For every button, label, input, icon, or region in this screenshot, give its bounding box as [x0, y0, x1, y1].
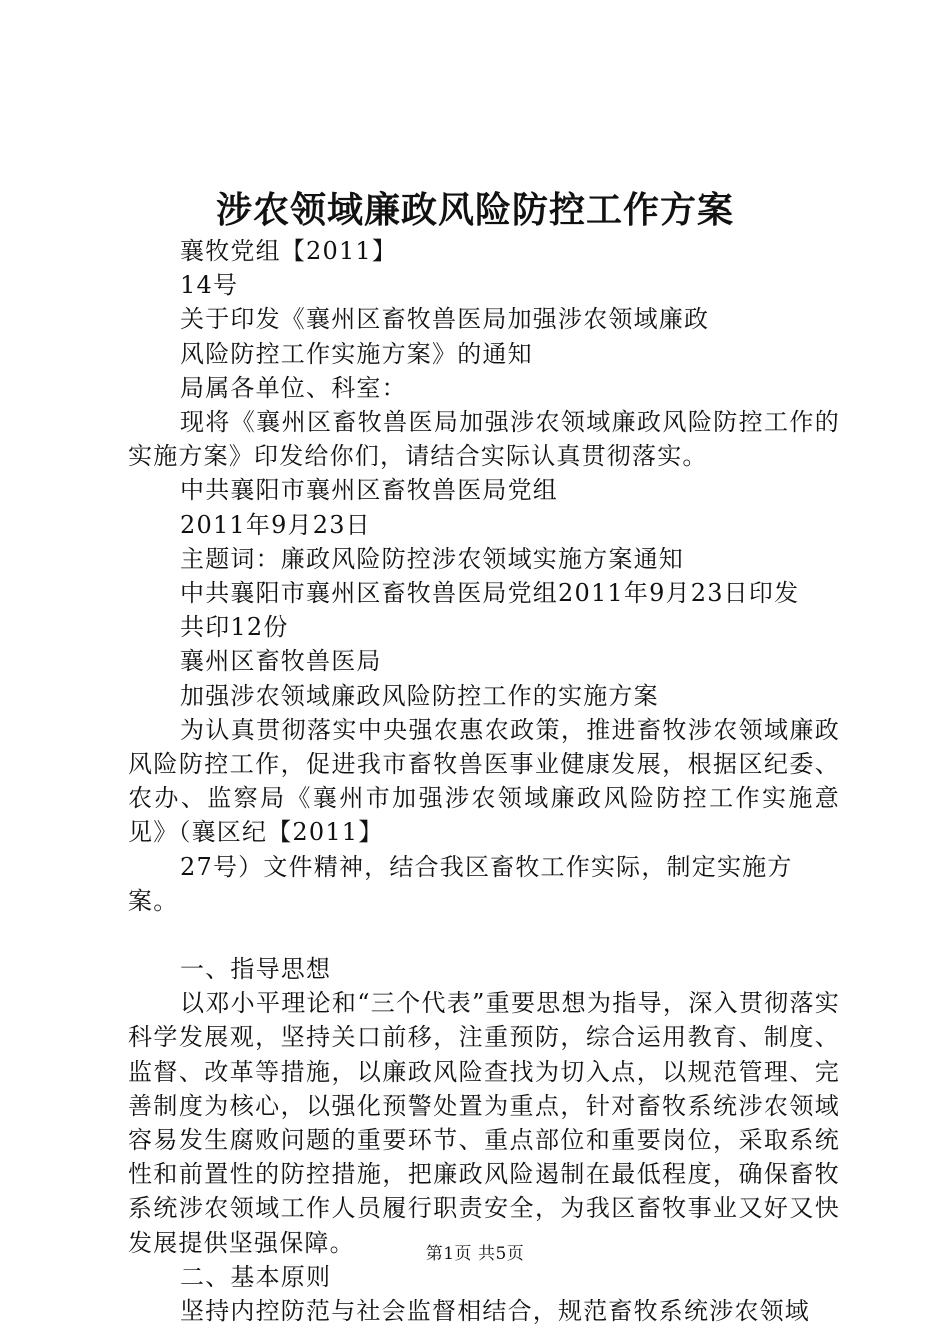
print-info-line: 中共襄阳市襄州区畜牧兽医局党组2011年9月23日印发 — [180, 579, 800, 608]
notice-title-line-1: 关于印发《襄州区畜牧兽医局加强涉农领域廉政 — [180, 305, 710, 334]
issuer-line: 中共襄阳市襄州区畜牧兽医局党组 — [180, 476, 558, 505]
notice-body-paragraph: 现将《襄州区畜牧兽医局加强涉农领域廉政风险防控工作的实施方案》印发给你们，请结合实际认真贯彻落实。 — [128, 408, 840, 471]
intro-paragraph-continued: 27号）文件精神，结合我区畜牧工作实际，制定实施方案。 — [128, 852, 793, 915]
document-body — [128, 234, 840, 1328]
copies-line: 共印12份 — [180, 613, 289, 642]
notice-title-line-2: 风险防控工作实施方案》的通知 — [180, 339, 533, 368]
section-2-paragraph: 坚持内控防范与社会监督相结合，规范畜牧系统涉农领域 — [180, 1297, 810, 1326]
doc-number-line-1: 襄牧党组【2011】 — [180, 237, 398, 265]
plan-title-line: 加强涉农领域廉政风险防控工作的实施方案 — [180, 681, 659, 710]
intro-paragraph: 为认真贯彻落实中央强农惠农政策，推进畜牧涉农领域廉政风险防控工作，促进我市畜牧兽医事业健康发展，根据区纪委、农办、监察局《襄州市加强涉农领域廉政风险防控工作实施意见》（襄区纪【2011】 — [128, 715, 840, 847]
section-2-heading: 二、基本原则 — [180, 1262, 332, 1291]
keywords-line: 主题词：廉政风险防控涉农领域实施方案通知 — [180, 544, 684, 573]
doc-number-line-2: 14号 — [180, 271, 239, 300]
paragraph-gap — [128, 918, 840, 952]
issue-date-line: 2011年9月23日 — [180, 510, 371, 539]
recipients-line: 局属各单位、科室： — [180, 373, 407, 402]
section-1-heading: 一、指导思想 — [180, 955, 332, 984]
department-line: 襄州区畜牧兽医局 — [180, 647, 382, 676]
section-1-paragraph: 以邓小平理论和“三个代表”重要思想为指导，深入贯彻落实科学发展观，坚持关口前移，注重预防，综合运用教育、制度、监督、改革等措施，以廉政风险查找为切入点，以规范管理、完善制度为核心，以强化预警处置为重点，针对畜牧系统涉农领域容易发生腐败问题的重要环节、重点部位和重要岗位，采取系统性和前置性的防控措施，把廉政风险遏制在最低程度，确保畜牧系统涉农领域工作人员履行职责安全，为我区畜牧事业又好又快发展提供坚强保障。 — [128, 989, 840, 1257]
page-footer: 第1页 共5页 — [425, 1244, 525, 1264]
document-title: 涉农领域廉政风险防控工作方案 — [215, 189, 734, 231]
